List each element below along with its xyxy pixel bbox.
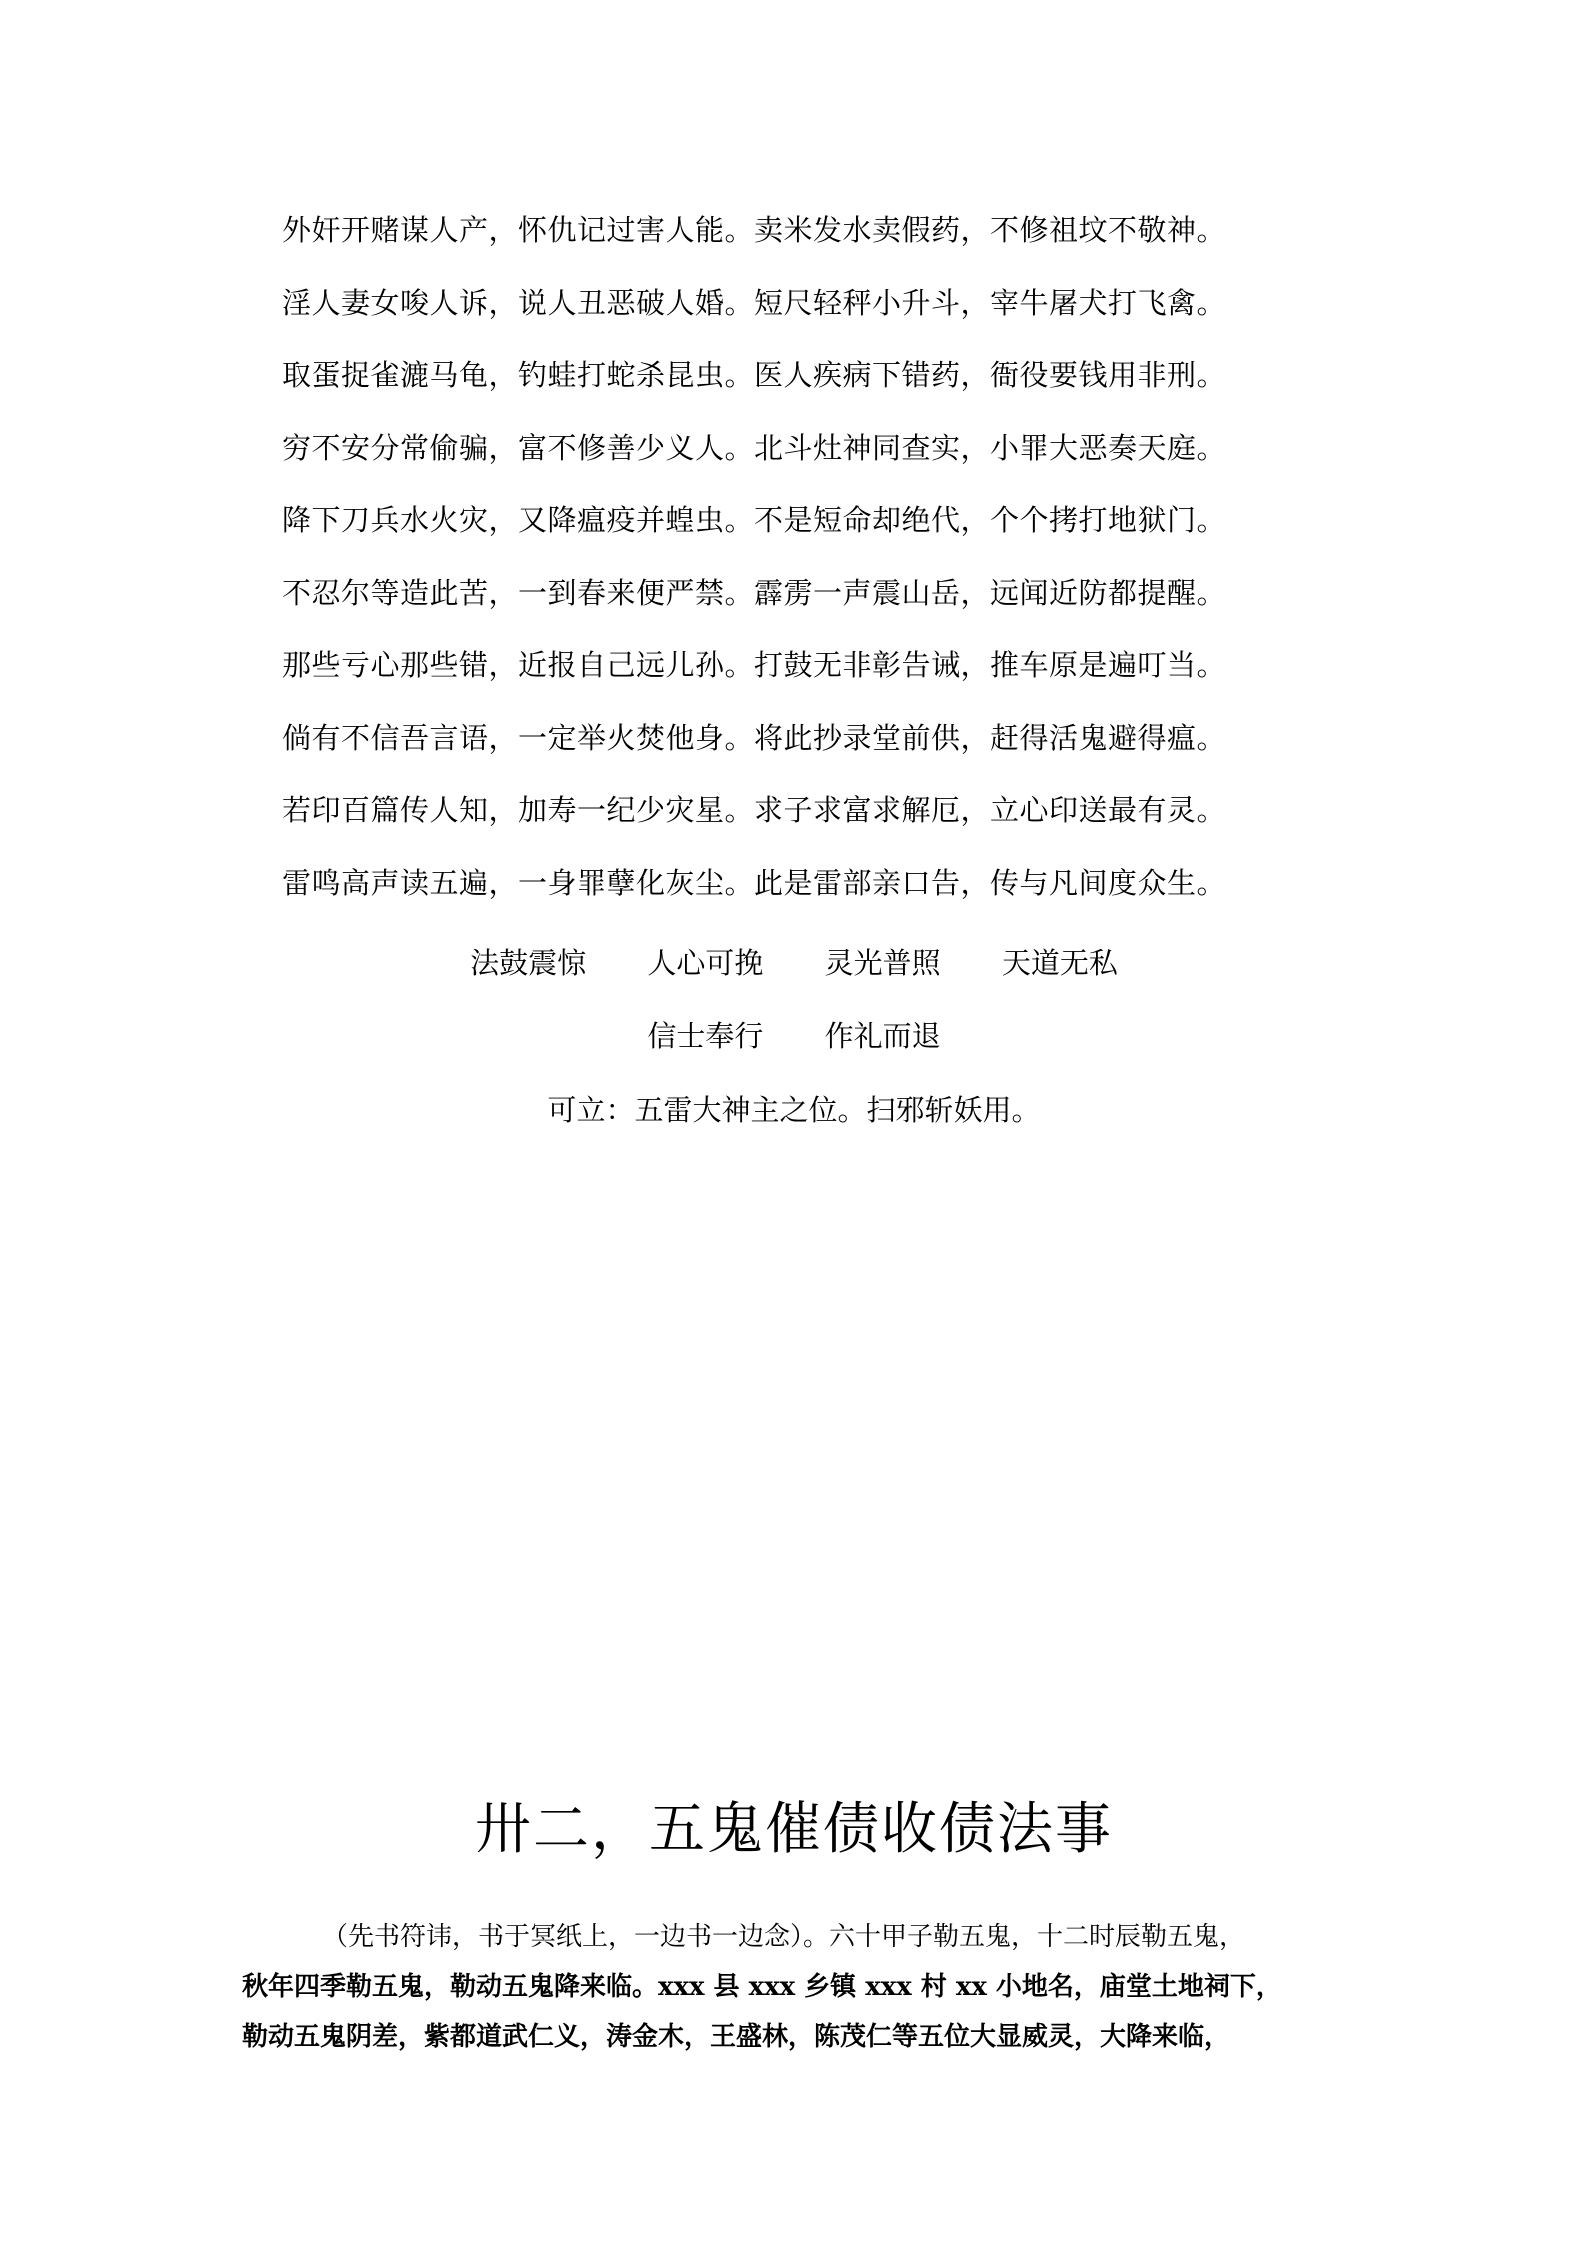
section-body xyxy=(242,1912,1382,2062)
section-title: 卅二，五鬼催债收债法事 xyxy=(475,1797,1113,1862)
body-line: 秋年四季勒五鬼，勒动五鬼降来临。xxx 县 xxx 乡镇 xxx 村 xx 小地名，庙堂土地祠下， xyxy=(242,1972,1282,2002)
verse-line: 雷鸣高声读五遍，一身罪孽化灰尘。此是雷部亲口告，传与凡间度众生。 xyxy=(282,865,1227,900)
closing-phrase: 人心可挽 xyxy=(647,946,764,980)
body-line: （先书符讳，书于冥纸上，一边书一边念）。六十甲子勒五鬼，十二时辰勒五鬼， xyxy=(322,1922,1246,1952)
verse-line: 倘有不信吾言语，一定举火焚他身。将此抄录堂前供，赶得活鬼避得瘟。 xyxy=(282,720,1227,755)
closing-phrases-row-2 xyxy=(0,1006,1588,1066)
verse-line: 那些亏心那些错，近报自己远儿孙。打鼓无非彰告诫，推车原是遍叮当。 xyxy=(282,648,1227,682)
verse-line: 外奸开赌谋人产，怀仇记过害人能。卖米发水卖假药，不修祖坟不敬神。 xyxy=(282,213,1227,247)
body-line: 勒动五鬼阴差，紫都道武仁义，涛金木，王盛林，陈茂仁等五位大显威灵，大降来临， xyxy=(242,2022,1231,2052)
verse-line: 淫人妻女唆人诉，说人丑恶破人婚。短尺轻秤小升斗，宰牛屠犬打飞禽。 xyxy=(282,285,1227,320)
closing-phrase: 灵光普照 xyxy=(824,946,941,980)
verse-line: 取蛋捉雀漉马龟，钓蛙打蛇杀昆虫。医人疾病下错药，衙役要钱用非刑。 xyxy=(282,358,1227,392)
closing-phrase: 天道无私 xyxy=(1001,946,1118,980)
closing-phrase: 法鼓震惊 xyxy=(470,946,587,980)
verse-line: 若印百篇传人知，加寿一纪少灾星。求子求富求解厄，立心印送最有灵。 xyxy=(282,793,1227,827)
verse-line: 降下刀兵水火灾，又降瘟疫并蝗虫。不是短命却绝代，个个拷打地狱门。 xyxy=(282,503,1227,537)
verse-block xyxy=(282,200,1322,925)
verse-line: 穷不安分常偷骗，富不修善少义人。北斗灶神同查实，小罪大恶奏天庭。 xyxy=(282,430,1227,465)
closing-phrase: 作礼而退 xyxy=(824,1019,941,1053)
placement-note: 可立：五雷大神主之位。扫邪斩妖用。 xyxy=(547,1093,1041,1127)
verse-line: 不忍尔等造此苦，一到春来便严禁。霹雳一声震山岳，远闻近防都提醒。 xyxy=(282,575,1227,610)
closing-phrase: 信士奉行 xyxy=(647,1019,764,1053)
closing-phrases-row xyxy=(0,933,1588,993)
